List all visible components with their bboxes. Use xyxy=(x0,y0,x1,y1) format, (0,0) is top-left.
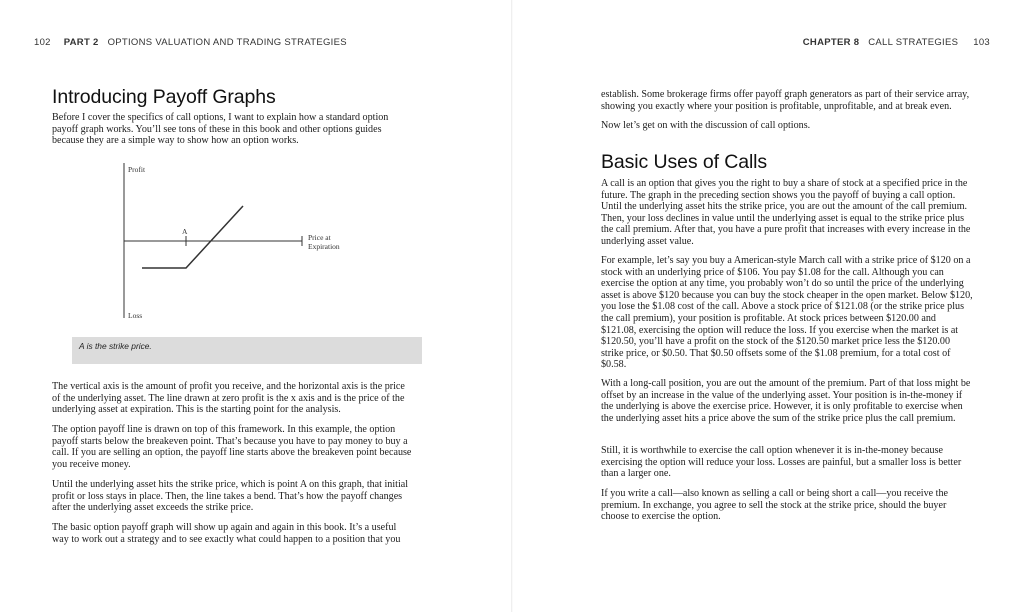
running-header-left xyxy=(34,37,347,48)
intro-paragraph: Before I cover the specifics of call options, I want to explain how a standard option payoff graph works. You’ll see tons of these in this book and other options guides because they are a simple way to show how an option works. xyxy=(52,112,389,147)
body-paragraph: If you write a call—also known as selling a call or being short a call—you receive the premium. In exchange, you agree to sell the stock at the strike price, should the buyer choose to exercise the option. xyxy=(601,488,948,523)
figure-caption xyxy=(72,337,422,364)
profit-label: Profit xyxy=(128,165,146,174)
body-paragraph: With a long-call position, you are out the amount of the premium. Part of that loss might be offset by an increase in the value of the underlying asset. Your position is in-the-money if the underlying is above the exercise price. However, it is only profitable to exercise when the underlying asset hits a price above the sum of the strike price plus the call premium. xyxy=(601,378,971,424)
payoff-graph-figure xyxy=(100,158,360,326)
body-paragraph: The basic option payoff graph will show up again and again in this book. It’s a useful way to work out a strategy and to see exactly what could happen to a position that you xyxy=(52,522,401,545)
point-a-label: A xyxy=(182,227,188,236)
part-label: PART 2 xyxy=(63,37,99,48)
figure-caption-text: A is the strike price. xyxy=(79,341,152,351)
page-number-left: 102 xyxy=(34,37,51,48)
chapter-label: CHAPTER 8 xyxy=(802,37,860,48)
body-paragraph: A call is an option that gives you the right to buy a share of stock at a specified price in the future. The graph in the preceding section shows you the payoff of buying a call option. Until the underlying asset hits the strike price, you are out the amount of the call premium. Then, your loss declines in value until the underlying asset is equal to the strike price plus the call premium. After that, you have a pure profit that increases with every increase in the underlying asset value. xyxy=(601,178,971,247)
body-paragraph: The option payoff line is drawn on top of this framework. In this example, the option payoff starts below the breakeven point. That’s because you have to pay money to buy a call. If you are selling an option, the payoff line starts above the breakeven point because you receive money. xyxy=(52,424,412,470)
body-paragraph: Until the underlying asset hits the strike price, which is point A on this graph, that initial profit or loss stays in place. Then, the line takes a bend. That’s how the payoff changes after the underlying asset exceeds the strike price. xyxy=(52,479,409,514)
loss-label: Loss xyxy=(128,311,143,320)
page-number-right: 103 xyxy=(973,37,990,48)
transition-paragraph: Now let’s get on with the discussion of call options. xyxy=(601,120,811,131)
running-header-right xyxy=(803,37,990,48)
section-heading-basic-uses: Basic Uses of Calls xyxy=(601,151,768,173)
page-gutter xyxy=(511,0,513,612)
part-title: OPTIONS VALUATION AND TRADING STRATEGIES xyxy=(107,37,347,48)
section-heading-payoff-graphs: Introducing Payoff Graphs xyxy=(52,86,276,108)
price-label-line1: Price at xyxy=(308,233,331,242)
continuation-paragraph: establish. Some brokerage firms offer payoff graph generators as part of their service array, showing you exactly where your position is profitable, unprofitable, and at break even. xyxy=(601,89,970,112)
body-paragraph: For example, let’s say you buy a American-style March call with a strike price of $120 on a stock with an underlying price of $106. You pay $1.08 for the call. Although you can exercise the option at any time, you probably won’t do so until the price of the underlying asset is above $120 because you can buy the stock cheaper in the open market. Below $120, you lose the $1.08 cost of the call. Above a stock price of $121.08 (or the strike price plus the call premium), your position is profitable. At stock prices between $120.00 and $121.08, exercising the option will reduce the loss. If you exercise when the market is at $120.50, you’ll have a profit on the stock of the $120.50 market price less the $120.00 strike price, or $0.50. That $0.50 offsets some of the $1.08 premium, for a total cost of $0.58. xyxy=(601,255,973,371)
price-label-line2: Expiration xyxy=(308,242,340,251)
chapter-title: CALL STRATEGIES xyxy=(868,37,959,48)
body-paragraph: Still, it is worthwhile to exercise the call option whenever it is in-the-money because exercising the option will reduce your loss. Losses are painful, but a smaller loss is better than a larger one. xyxy=(601,445,962,480)
payoff-line xyxy=(142,206,243,268)
body-paragraph: The vertical axis is the amount of profit you receive, and the horizontal axis is the price of the underlying asset. The line drawn at zero profit is the x axis and is the price of the underlying asset at expiration. This is the starting point for the analysis. xyxy=(52,381,405,416)
